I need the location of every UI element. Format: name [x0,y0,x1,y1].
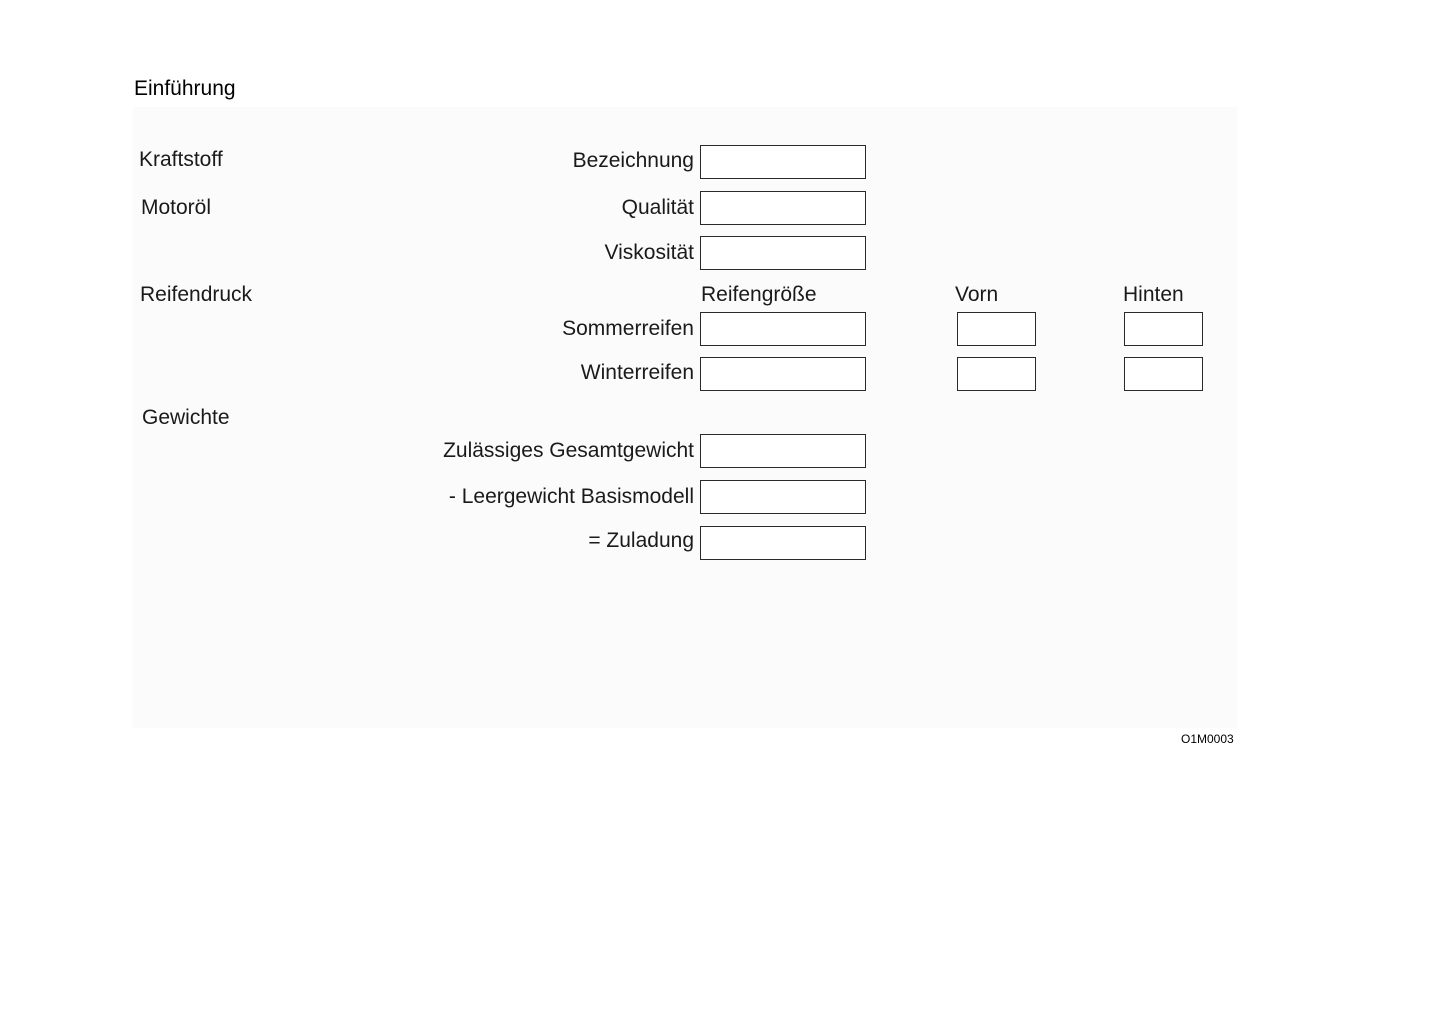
page-title: Einführung [134,77,236,100]
zuladung-field[interactable] [700,526,866,560]
label-viskositaet: Viskosität [604,241,694,264]
label-qualitaet: Qualität [621,196,694,219]
label-sommerreifen: Sommerreifen [562,317,694,340]
column-header-reifengroesse: Reifengröße [701,283,817,306]
label-bezeichnung: Bezeichnung [572,149,694,172]
column-header-hinten: Hinten [1123,283,1184,306]
qualitaet-field[interactable] [700,191,866,225]
image-reference-code: O1M0003 [1181,732,1234,746]
label-gesamtgewicht: Zulässiges Gesamtgewicht [443,439,694,462]
sommerreifen-front-field[interactable] [957,312,1036,346]
column-header-vorn: Vorn [955,283,999,306]
section-label-kraftstoff: Kraftstoff [139,148,223,171]
winterreifen-size-field[interactable] [700,357,866,391]
sommerreifen-rear-field[interactable] [1124,312,1203,346]
bezeichnung-field[interactable] [700,145,866,179]
section-label-motoroel: Motoröl [141,196,212,219]
label-leergewicht: - Leergewicht Basismodell [448,485,694,508]
leergewicht-field[interactable] [700,480,866,514]
section-label-gewichte: Gewichte [142,406,230,429]
label-zuladung: = Zuladung [588,529,694,552]
form-panel [133,107,1237,728]
label-winterreifen: Winterreifen [580,361,694,384]
winterreifen-front-field[interactable] [957,357,1036,391]
gesamtgewicht-field[interactable] [700,434,866,468]
section-label-reifendruck: Reifendruck [140,283,253,306]
winterreifen-rear-field[interactable] [1124,357,1203,391]
sommerreifen-size-field[interactable] [700,312,866,346]
viskositaet-field[interactable] [700,236,866,270]
